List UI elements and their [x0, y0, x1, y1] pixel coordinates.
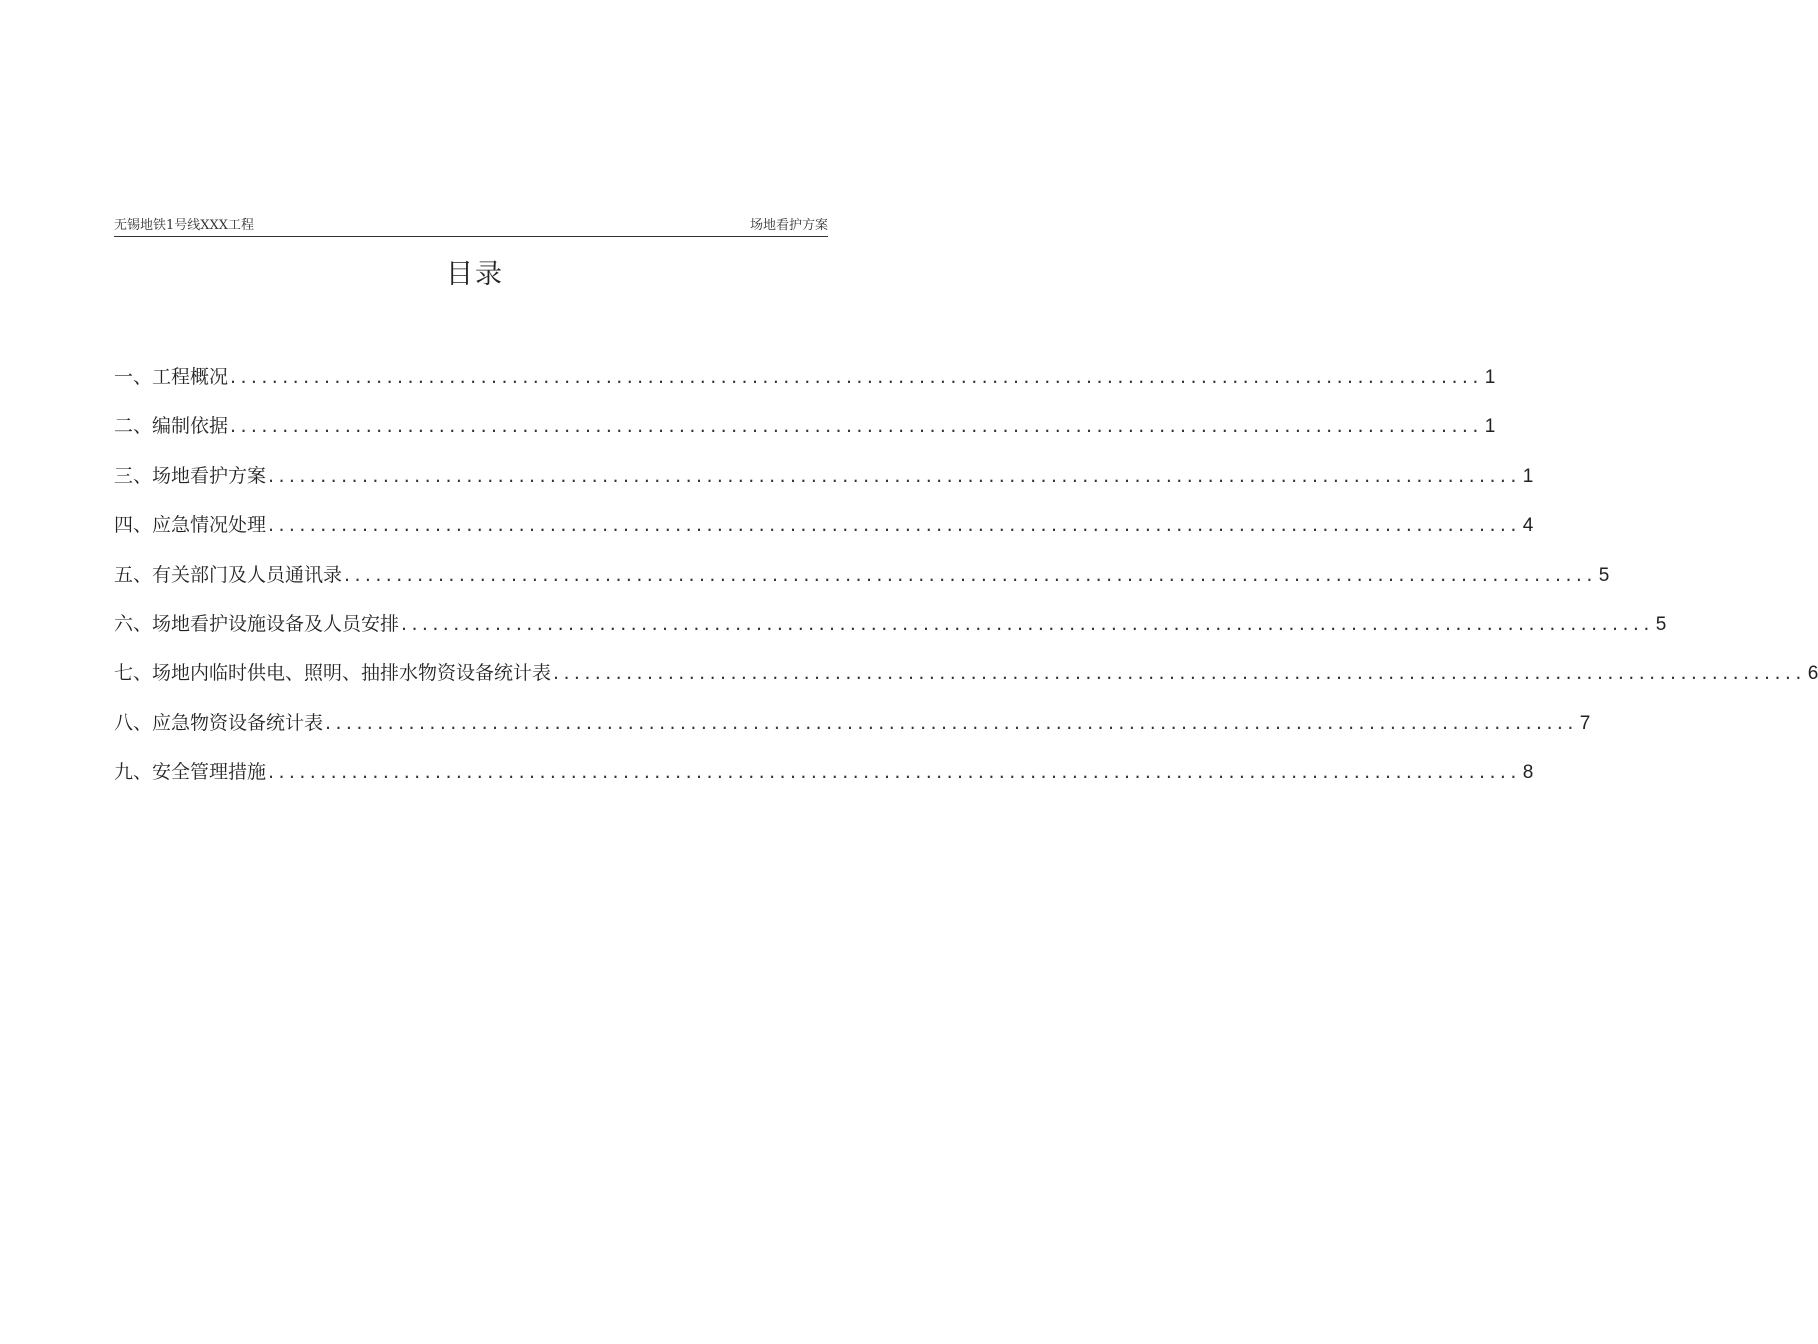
toc-entry-label: 七、场地内临时供电、照明、抽排水物资设备统计表	[114, 662, 552, 685]
toc-entry-page: 4	[1522, 515, 1534, 537]
toc-entry-label: 九、安全管理措施	[114, 761, 267, 784]
toc-entry-page: 1	[1484, 416, 1496, 438]
toc-leader-dots: ........................................................................................................................	[230, 366, 1483, 388]
toc-leader-dots: ........................................................................................................................	[230, 415, 1483, 438]
toc-entry[interactable]	[114, 708, 1591, 757]
table-of-contents	[114, 362, 1818, 807]
toc-leader-dots: ........................................................................................................................	[268, 761, 1521, 784]
toc-entry-page: 1	[1484, 367, 1496, 388]
toc-entry-label: 三、场地看护方案	[114, 464, 267, 487]
toc-entry[interactable]	[114, 411, 1496, 460]
toc-entry[interactable]	[114, 362, 1496, 411]
toc-entry-label: 二、编制依据	[114, 415, 229, 438]
toc-leader-dots: ........................................................................................................................	[268, 514, 1521, 537]
header-project-name: 无锡地铁1号线XXX工程	[114, 218, 255, 233]
toc-entry-label: 一、工程概况	[114, 366, 229, 388]
toc-entry-page: 5	[1598, 564, 1610, 586]
toc-entry-page: 1	[1522, 465, 1534, 487]
toc-leader-dots: ........................................................................................................................	[325, 711, 1578, 734]
toc-entry-page: 7	[1579, 712, 1591, 734]
header-document-name: 场地看护方案	[748, 218, 828, 236]
toc-entry-page: 6	[1807, 663, 1818, 685]
toc-entry[interactable]	[114, 560, 1610, 609]
toc-leader-dots: ........................................................................................................................	[553, 662, 1806, 685]
toc-entry-label: 五、有关部门及人员通讯录	[114, 563, 343, 586]
toc-entry[interactable]	[114, 461, 1534, 510]
toc-entry-label: 六、场地看护设施设备及人员安排	[114, 612, 400, 635]
page-header	[114, 214, 828, 237]
toc-leader-dots: ........................................................................................................................	[344, 563, 1597, 586]
toc-entry-page: 5	[1655, 613, 1667, 635]
toc-entry[interactable]	[114, 658, 1818, 707]
toc-leader-dots: ........................................................................................................................	[401, 612, 1654, 635]
toc-entry-label: 八、应急物资设备统计表	[114, 711, 324, 734]
toc-entry[interactable]	[114, 757, 1534, 806]
toc-entry-page: 8	[1522, 762, 1534, 784]
toc-leader-dots: ........................................................................................................................	[268, 464, 1521, 487]
toc-entry[interactable]	[114, 510, 1534, 559]
toc-entry[interactable]	[114, 609, 1667, 658]
toc-entry-label: 四、应急情况处理	[114, 514, 267, 537]
page-title: 目录	[446, 259, 504, 290]
